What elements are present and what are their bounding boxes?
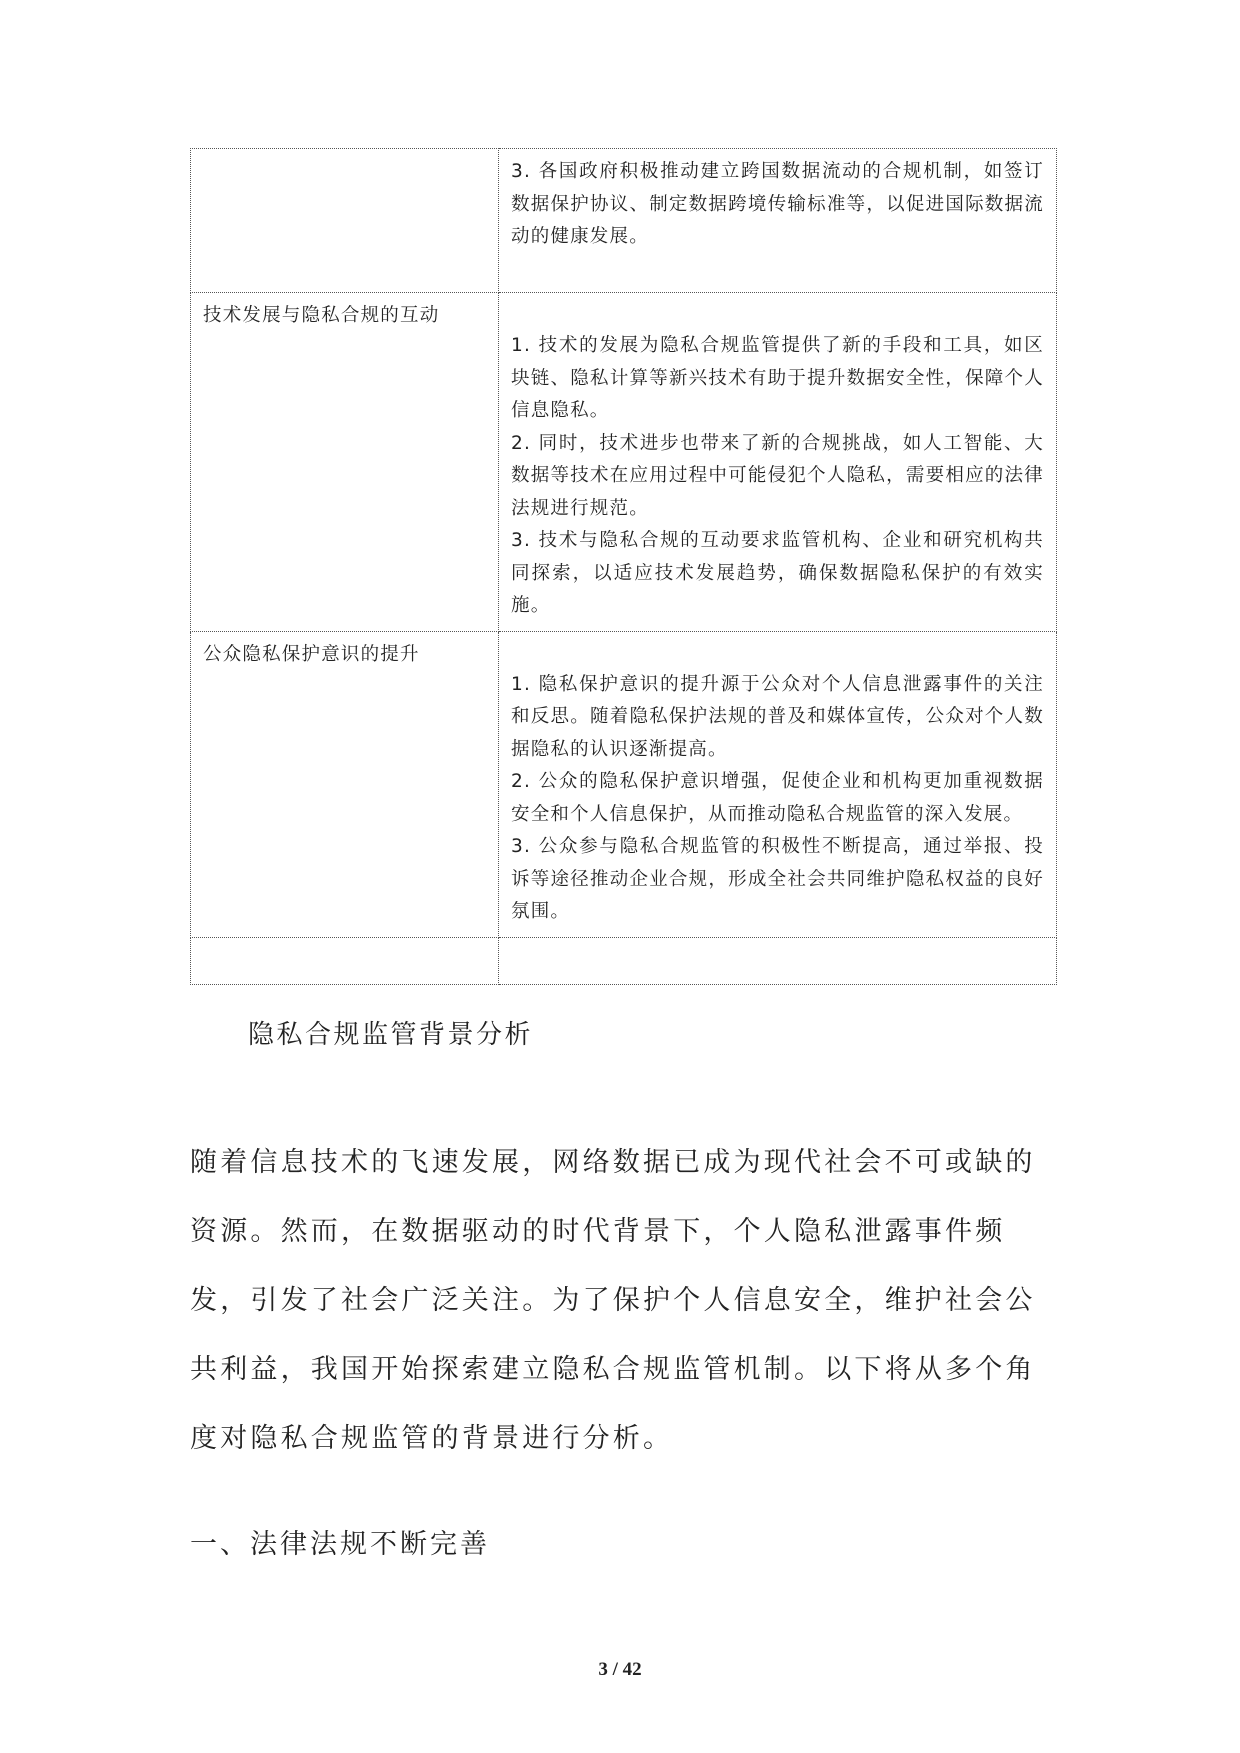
page-title: 隐私合规监管背景分析 [248, 1020, 534, 1050]
row-content-cell [499, 149, 1057, 293]
list-item: 3. 技术与隐私合规的互动要求监管机构、企业和研究机构共同探索，以适应技术发展趋势，确保数据隐私保护的有效实施。 [511, 530, 1044, 616]
list-item: 1. 技术的发展为隐私合规监管提供了新的手段和工具，如区块链、隐私计算等新兴技术有助于提升数据安全性，保障个人信息隐私。 [511, 335, 1044, 421]
row-content-cell [499, 631, 1057, 937]
row-label-cell [191, 631, 499, 937]
list-item: 3. 公众参与隐私合规监管的积极性不断提高，通过举报、投诉等途径推动企业合规，形成全社会共同维护隐私权益的良好氛围。 [511, 836, 1044, 922]
row-label: 公众隐私保护意识的提升 [203, 643, 420, 665]
row-content-cell [499, 937, 1057, 984]
cell-spacer [511, 300, 1044, 330]
list-item: 1. 隐私保护意识的提升源于公众对个人信息泄露事件的关注和反思。随着隐私保护法规的普及和媒体宣传，公众对个人数据隐私的认识逐渐提高。 [511, 673, 1044, 760]
table-row [191, 149, 1057, 293]
row-label: 技术发展与隐私合规的互动 [203, 305, 440, 326]
row-label-cell [191, 293, 499, 632]
row-label-cell [191, 937, 499, 984]
content-table [190, 148, 1057, 985]
body-paragraph: 随着信息技术的飞速发展，网络数据已成为现代社会不可或缺的资源。然而，在数据驱动的时代背景下，个人隐私泄露事件频发，引发了社会广泛关注。为了保护个人信息安全，维护社会公共利益，我国开始探索建立隐私合规监管机制。以下将从多个角度对隐私合规监管的背景进行分析。 [190, 1147, 1036, 1454]
row-label-cell [191, 149, 499, 293]
table-row [191, 293, 1057, 632]
list-item: 2. 公众的隐私保护意识增强，促使企业和机构更加重视数据安全和个人信息保护，从而推动隐私合规监管的深入发展。 [511, 771, 1044, 825]
page-number: 3 / 42 [598, 1659, 642, 1680]
cell-spacer [511, 639, 1044, 669]
section-heading: 一、法律法规不断完善 [190, 1529, 490, 1560]
row-content-cell [499, 293, 1057, 632]
table-row [191, 937, 1057, 984]
table-row [191, 631, 1057, 937]
list-item: 3. 各国政府积极推动建立跨国数据流动的合规机制，如签订数据保护协议、制定数据跨境传输标准等，以促进国际数据流动的健康发展。 [511, 161, 1044, 247]
list-item: 2. 同时，技术进步也带来了新的合规挑战，如人工智能、大数据等技术在应用过程中可能侵犯个人隐私，需要相应的法律法规进行规范。 [511, 432, 1044, 519]
